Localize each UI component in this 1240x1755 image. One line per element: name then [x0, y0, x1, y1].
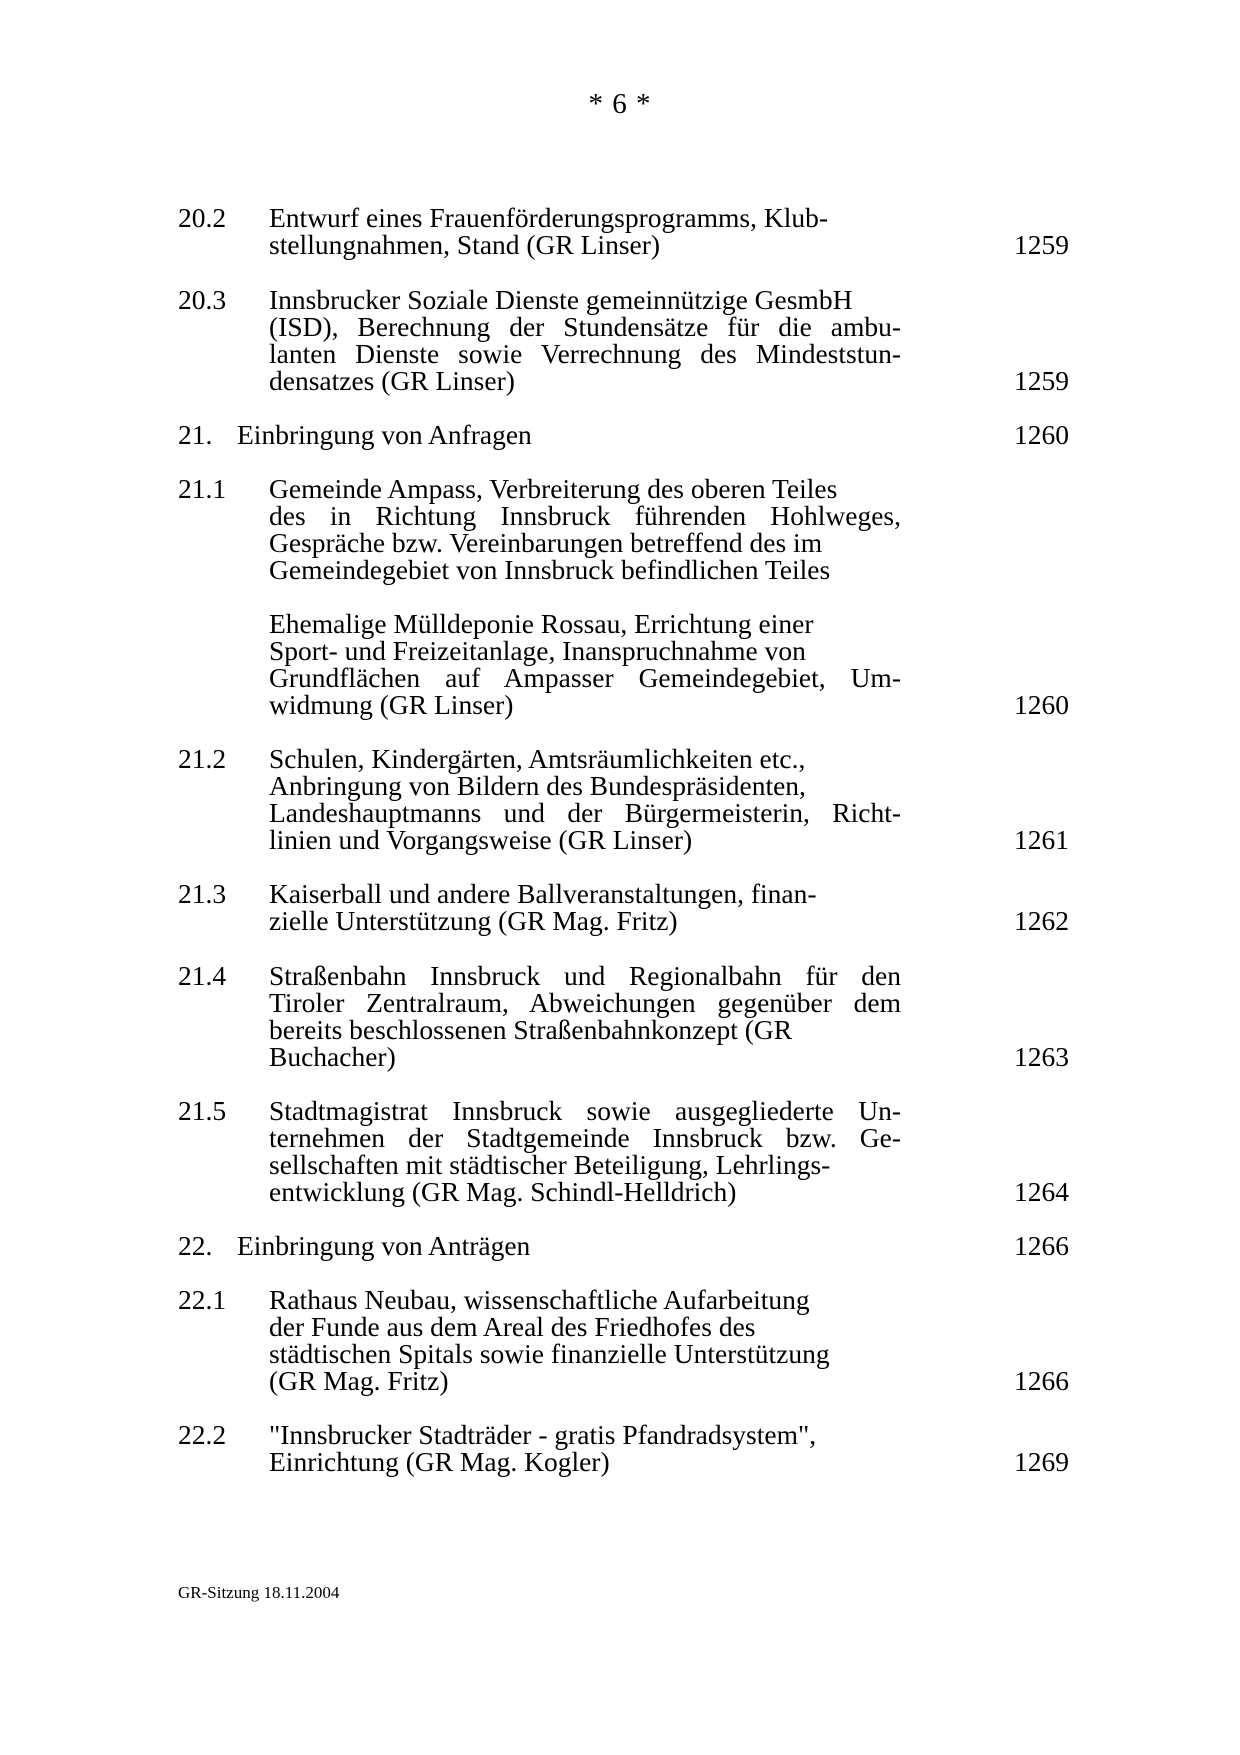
- entry-line: Einrichtung (GR Mag. Kogler): [269, 1446, 610, 1477]
- entry-text: [269, 1097, 901, 1205]
- entry-line: bereits beschlossenen Straßenbahnkonzept (GR: [269, 1014, 793, 1045]
- entry-line: der Funde aus dem Areal des Friedhofes des: [269, 1311, 756, 1342]
- entry-line: linien und Vorgangsweise (GR Linser): [269, 824, 693, 855]
- section-number: 22.: [178, 1230, 213, 1261]
- entry-line: Stadtmagistrat Innsbruck sowie ausgegliederte Un-: [269, 1095, 901, 1126]
- entry-line: Straßenbahn Innsbruck und Regionalbahn für den: [269, 960, 901, 991]
- entry-page-ref: 1259: [1014, 365, 1069, 396]
- entry-line: ternehmen der Stadtgemeinde Innsbruck bzw. Ge-: [269, 1122, 901, 1153]
- section-heading: Einbringung von Anfragen: [237, 419, 532, 450]
- entry-line: Landeshauptmanns und der Bürgermeisterin, Richt-: [269, 797, 901, 828]
- entry-text: [269, 880, 901, 934]
- entry-line: Tiroler Zentralraum, Abweichungen gegenüber dem: [269, 987, 901, 1018]
- entry-line: (GR Mag. Fritz): [269, 1365, 449, 1396]
- entry-line: widmung (GR Linser): [269, 689, 514, 720]
- entry-line: lanten Dienste sowie Verrechnung des Mindeststun-: [269, 338, 901, 369]
- entry-line: Grundflächen auf Ampasser Gemeindegebiet, Um-: [269, 662, 901, 693]
- entry-number: 22.1: [178, 1284, 227, 1315]
- entry-line: städtischen Spitals sowie finanzielle Unterstützung: [269, 1338, 830, 1369]
- entry-number: 21.2: [178, 743, 227, 774]
- entry-text: [269, 1421, 901, 1475]
- entry-page-ref: 1269: [1014, 1446, 1069, 1477]
- entry-text: [269, 204, 901, 258]
- entry-number: 21.3: [178, 878, 227, 909]
- entry-line: entwicklung (GR Mag. Schindl-Helldrich): [269, 1176, 737, 1207]
- entry-page-ref: 1261: [1014, 824, 1069, 855]
- entry-line: (ISD), Berechnung der Stundensätze für die ambu-: [269, 311, 901, 342]
- entry-number: 22.2: [178, 1419, 227, 1450]
- entry-line: Entwurf eines Frauenförderungsprogramms, Klub-: [269, 202, 829, 233]
- entry-line: Gespräche bzw. Vereinbarungen betreffend des im: [269, 527, 823, 558]
- entry-line: Sport- und Freizeitanlage, Inanspruchnahme von: [269, 635, 806, 666]
- entry-line: Kaiserball und andere Ballveranstaltungen, finan-: [269, 878, 817, 909]
- entry-text: [269, 475, 901, 718]
- entry-line: Schulen, Kindergärten, Amtsräumlichkeiten etc.,: [269, 743, 806, 774]
- entry-text: [269, 286, 901, 394]
- entry-number: 20.2: [178, 202, 227, 233]
- entry-line: Buchacher): [269, 1041, 396, 1072]
- section-heading: Einbringung von Anträgen: [237, 1230, 531, 1261]
- page-number: * 6 *: [588, 88, 652, 120]
- entry-text: [269, 1286, 901, 1394]
- entry-line: sellschaften mit städtischer Beteiligung, Lehrlings-: [269, 1149, 831, 1180]
- entry-page-ref: 1259: [1014, 229, 1069, 260]
- entry-number: 21.5: [178, 1095, 227, 1126]
- entry-page-ref: 1262: [1014, 905, 1069, 936]
- entry-number: 21.4: [178, 960, 227, 991]
- section-number: 21.: [178, 419, 213, 450]
- entry-line: Ehemalige Mülldeponie Rossau, Errichtung einer: [269, 608, 814, 639]
- entry-page-ref: 1264: [1014, 1176, 1069, 1207]
- entry-line: zielle Unterstützung (GR Mag. Fritz): [269, 905, 678, 936]
- entry-line: Gemeinde Ampass, Verbreiterung des oberen Teiles: [269, 473, 838, 504]
- entry-page-ref: 1260: [1014, 419, 1069, 450]
- footer-session-date: GR-Sitzung 18.11.2004: [178, 1583, 340, 1602]
- entry-line: Gemeindegebiet von Innsbruck befindlichen Teiles: [269, 554, 831, 585]
- entry-line: stellungnahmen, Stand (GR Linser): [269, 229, 661, 260]
- entry-number: 21.1: [178, 473, 227, 504]
- entry-number: 20.3: [178, 284, 227, 315]
- entry-line: "Innsbrucker Stadträder - gratis Pfandradsystem",: [269, 1419, 817, 1450]
- entry-line: densatzes (GR Linser): [269, 365, 515, 396]
- entry-page-ref: 1266: [1014, 1230, 1069, 1261]
- entry-page-ref: 1263: [1014, 1041, 1069, 1072]
- entry-line: des in Richtung Innsbruck führenden Hohlweges,: [269, 500, 901, 531]
- entry-line: Anbringung von Bildern des Bundespräsidenten,: [269, 770, 806, 801]
- entry-line: Rathaus Neubau, wissenschaftliche Aufarbeitung: [269, 1284, 810, 1315]
- entry-text: [269, 962, 901, 1070]
- entry-text: [269, 745, 901, 853]
- entry-page-ref: 1266: [1014, 1365, 1069, 1396]
- entry-line: Innsbrucker Soziale Dienste gemeinnützige GesmbH: [269, 284, 853, 315]
- entry-page-ref: 1260: [1014, 689, 1069, 720]
